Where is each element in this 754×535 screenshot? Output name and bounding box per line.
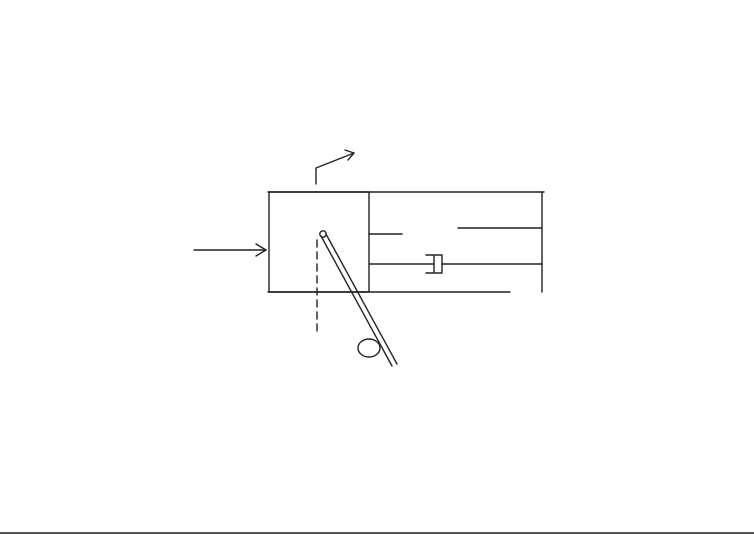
pendulum-arm [321,236,392,366]
cart-mass-M [269,192,369,292]
slider-mass-m [358,339,380,357]
cart-pendulum-diagram [180,128,560,376]
pendulum-arm-edge [326,234,397,364]
pivot-O [320,231,326,237]
page-bottom-border [0,532,754,534]
x-axis-arrow [316,153,354,184]
